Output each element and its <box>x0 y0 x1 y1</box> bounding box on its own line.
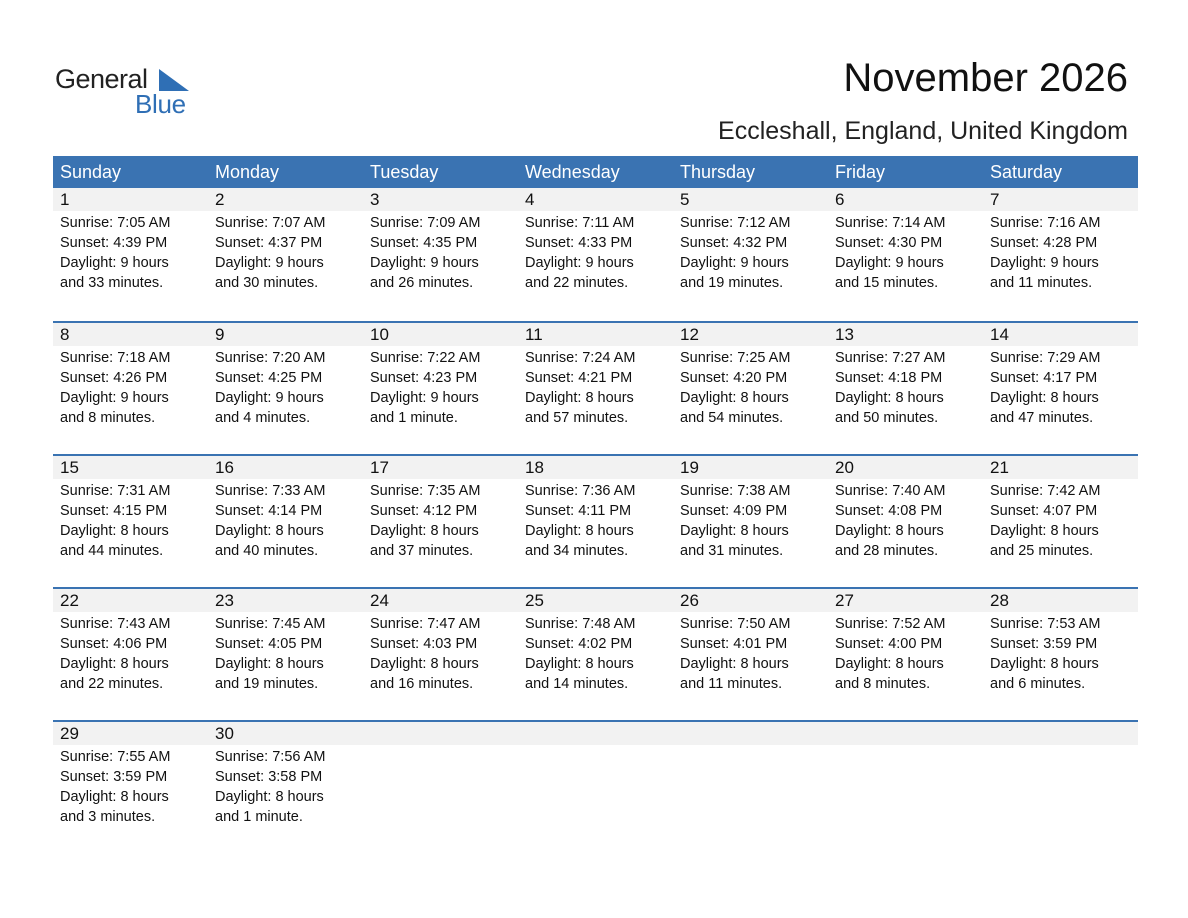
daylight-minutes-text: and 57 minutes. <box>525 410 629 426</box>
daylight-minutes-text: and 25 minutes. <box>990 543 1094 559</box>
day-number: 26 <box>673 589 828 612</box>
daylight-minutes-text: and 26 minutes. <box>370 275 474 291</box>
week-row <box>53 587 1138 720</box>
day-number: 9 <box>208 323 363 346</box>
empty-day-cell <box>828 722 983 853</box>
day-number: 30 <box>208 722 363 745</box>
daylight-minutes-text: and 15 minutes. <box>835 275 939 291</box>
daylight-text: Daylight: 8 hours <box>215 789 324 805</box>
daylight-text: Daylight: 8 hours <box>835 656 944 672</box>
day-cell <box>983 323 1138 454</box>
day-cell <box>673 188 828 321</box>
sunrise-text: Sunrise: 7:07 AM <box>215 215 326 231</box>
day-details <box>983 479 1138 561</box>
day-cell <box>828 589 983 720</box>
day-details <box>363 346 518 428</box>
day-details <box>53 612 208 694</box>
sunrise-text: Sunrise: 7:42 AM <box>990 483 1101 499</box>
sunset-text: Sunset: 4:26 PM <box>60 370 168 386</box>
sunset-text: Sunset: 4:14 PM <box>215 503 323 519</box>
weekday-saturday: Saturday <box>990 162 1063 182</box>
day-details <box>828 211 983 293</box>
day-number: 13 <box>828 323 983 346</box>
daylight-text: Daylight: 9 hours <box>370 390 479 406</box>
day-details <box>208 479 363 561</box>
sunrise-text: Sunrise: 7:16 AM <box>990 215 1101 231</box>
sunset-text: Sunset: 4:11 PM <box>525 503 632 519</box>
sunrise-text: Sunrise: 7:36 AM <box>525 483 636 499</box>
day-details <box>518 346 673 428</box>
sunset-text: Sunset: 4:33 PM <box>525 235 633 251</box>
sunset-text: Sunset: 4:12 PM <box>370 503 478 519</box>
sunrise-text: Sunrise: 7:20 AM <box>215 350 326 366</box>
empty-day-cell <box>363 722 518 853</box>
daylight-minutes-text: and 44 minutes. <box>60 543 164 559</box>
daylight-minutes-text: and 3 minutes. <box>60 809 156 825</box>
weekday-monday: Monday <box>215 162 280 182</box>
daylight-text: Daylight: 8 hours <box>370 656 479 672</box>
day-cell <box>828 188 983 321</box>
day-number: 7 <box>983 188 1138 211</box>
sunrise-text: Sunrise: 7:47 AM <box>370 616 481 632</box>
sunset-text: Sunset: 4:20 PM <box>680 370 788 386</box>
sunrise-text: Sunrise: 7:38 AM <box>680 483 791 499</box>
sunset-text: Sunset: 4:03 PM <box>370 636 478 652</box>
sunrise-text: Sunrise: 7:40 AM <box>835 483 946 499</box>
sunrise-text: Sunrise: 7:24 AM <box>525 350 636 366</box>
day-number: 4 <box>518 188 673 211</box>
sunrise-text: Sunrise: 7:14 AM <box>835 215 946 231</box>
day-cell <box>983 456 1138 587</box>
page-title: November 2026 <box>843 56 1128 100</box>
daylight-text: Daylight: 9 hours <box>60 255 169 271</box>
day-number: 1 <box>53 188 208 211</box>
sunrise-text: Sunrise: 7:31 AM <box>60 483 171 499</box>
sunset-text: Sunset: 4:35 PM <box>370 235 478 251</box>
sunrise-text: Sunrise: 7:05 AM <box>60 215 171 231</box>
sunset-text: Sunset: 3:59 PM <box>60 769 168 785</box>
daylight-text: Daylight: 8 hours <box>370 523 479 539</box>
daylight-text: Daylight: 8 hours <box>990 523 1099 539</box>
day-details <box>673 211 828 293</box>
empty-day-cell <box>983 722 1138 853</box>
daylight-minutes-text: and 40 minutes. <box>215 543 319 559</box>
day-details <box>53 745 208 827</box>
week-row <box>53 454 1138 587</box>
logo <box>55 62 205 122</box>
daylight-text: Daylight: 8 hours <box>60 789 169 805</box>
sunrise-text: Sunrise: 7:55 AM <box>60 749 171 765</box>
day-number <box>828 722 983 745</box>
weeks-container <box>53 188 1138 853</box>
sunset-text: Sunset: 4:37 PM <box>215 235 323 251</box>
daylight-minutes-text: and 4 minutes. <box>215 410 311 426</box>
daylight-text: Daylight: 8 hours <box>990 656 1099 672</box>
sunset-text: Sunset: 4:15 PM <box>60 503 168 519</box>
day-number: 27 <box>828 589 983 612</box>
day-number <box>983 722 1138 745</box>
daylight-minutes-text: and 11 minutes. <box>680 676 783 692</box>
sunset-text: Sunset: 4:07 PM <box>990 503 1098 519</box>
sunset-text: Sunset: 4:08 PM <box>835 503 943 519</box>
weekday-thursday: Thursday <box>680 162 756 182</box>
sunset-text: Sunset: 4:23 PM <box>370 370 478 386</box>
day-cell <box>673 456 828 587</box>
day-details <box>828 612 983 694</box>
daylight-text: Daylight: 8 hours <box>680 390 789 406</box>
week-row <box>53 188 1138 321</box>
daylight-text: Daylight: 9 hours <box>215 390 324 406</box>
daylight-text: Daylight: 8 hours <box>525 656 634 672</box>
sunset-text: Sunset: 4:25 PM <box>215 370 323 386</box>
sunrise-text: Sunrise: 7:35 AM <box>370 483 481 499</box>
sunrise-text: Sunrise: 7:50 AM <box>680 616 791 632</box>
day-cell <box>518 456 673 587</box>
day-cell <box>53 323 208 454</box>
day-number: 12 <box>673 323 828 346</box>
sunset-text: Sunset: 4:06 PM <box>60 636 168 652</box>
daylight-minutes-text: and 31 minutes. <box>680 543 784 559</box>
empty-day-cell <box>518 722 673 853</box>
daylight-minutes-text: and 19 minutes. <box>215 676 319 692</box>
day-details <box>53 479 208 561</box>
sunrise-text: Sunrise: 7:53 AM <box>990 616 1101 632</box>
sunrise-text: Sunrise: 7:48 AM <box>525 616 636 632</box>
calendar-grid <box>53 156 1138 853</box>
day-cell <box>363 589 518 720</box>
day-details <box>673 346 828 428</box>
day-details <box>363 211 518 293</box>
day-number: 18 <box>518 456 673 479</box>
sunrise-text: Sunrise: 7:45 AM <box>215 616 326 632</box>
daylight-text: Daylight: 9 hours <box>215 255 324 271</box>
day-number <box>363 722 518 745</box>
daylight-text: Daylight: 9 hours <box>835 255 944 271</box>
day-number: 6 <box>828 188 983 211</box>
daylight-text: Daylight: 8 hours <box>60 656 169 672</box>
daylight-minutes-text: and 1 minute. <box>215 809 303 825</box>
daylight-text: Daylight: 8 hours <box>680 523 789 539</box>
day-details <box>208 211 363 293</box>
sunrise-text: Sunrise: 7:25 AM <box>680 350 791 366</box>
day-details <box>673 479 828 561</box>
sunset-text: Sunset: 4:32 PM <box>680 235 788 251</box>
location-subtitle: Eccleshall, England, United Kingdom <box>718 117 1128 145</box>
day-cell <box>53 456 208 587</box>
day-number: 3 <box>363 188 518 211</box>
sunrise-text: Sunrise: 7:52 AM <box>835 616 946 632</box>
sunset-text: Sunset: 4:05 PM <box>215 636 323 652</box>
day-details <box>518 479 673 561</box>
weekday-wednesday: Wednesday <box>525 162 620 182</box>
sunrise-text: Sunrise: 7:11 AM <box>525 215 635 231</box>
sunset-text: Sunset: 4:01 PM <box>680 636 788 652</box>
day-details <box>518 211 673 293</box>
day-cell <box>208 323 363 454</box>
sunrise-text: Sunrise: 7:29 AM <box>990 350 1101 366</box>
day-number: 8 <box>53 323 208 346</box>
sunset-text: Sunset: 4:00 PM <box>835 636 943 652</box>
day-number: 20 <box>828 456 983 479</box>
day-cell <box>53 722 208 853</box>
day-details <box>828 346 983 428</box>
day-number: 29 <box>53 722 208 745</box>
weekday-sunday: Sunday <box>60 162 122 182</box>
day-details <box>53 346 208 428</box>
daylight-minutes-text: and 14 minutes. <box>525 676 629 692</box>
day-cell <box>208 722 363 853</box>
day-details <box>363 612 518 694</box>
daylight-text: Daylight: 8 hours <box>835 390 944 406</box>
day-number <box>518 722 673 745</box>
day-number: 11 <box>518 323 673 346</box>
day-cell <box>673 589 828 720</box>
daylight-text: Daylight: 9 hours <box>370 255 479 271</box>
daylight-minutes-text: and 33 minutes. <box>60 275 164 291</box>
day-cell <box>518 323 673 454</box>
day-details <box>518 612 673 694</box>
daylight-minutes-text: and 50 minutes. <box>835 410 939 426</box>
day-number: 5 <box>673 188 828 211</box>
daylight-minutes-text: and 8 minutes. <box>835 676 931 692</box>
day-cell <box>53 188 208 321</box>
day-cell <box>53 589 208 720</box>
day-cell <box>828 456 983 587</box>
daylight-text: Daylight: 8 hours <box>990 390 1099 406</box>
day-cell <box>828 323 983 454</box>
day-details <box>828 479 983 561</box>
daylight-text: Daylight: 8 hours <box>525 523 634 539</box>
day-details <box>53 211 208 293</box>
sunrise-text: Sunrise: 7:09 AM <box>370 215 481 231</box>
sunset-text: Sunset: 4:21 PM <box>525 370 633 386</box>
sunrise-text: Sunrise: 7:33 AM <box>215 483 326 499</box>
day-number: 23 <box>208 589 363 612</box>
day-number: 21 <box>983 456 1138 479</box>
sunset-text: Sunset: 3:58 PM <box>215 769 323 785</box>
day-cell <box>363 188 518 321</box>
day-cell <box>518 589 673 720</box>
daylight-minutes-text: and 47 minutes. <box>990 410 1094 426</box>
daylight-minutes-text: and 22 minutes. <box>60 676 164 692</box>
daylight-minutes-text: and 30 minutes. <box>215 275 319 291</box>
week-row <box>53 321 1138 454</box>
daylight-text: Daylight: 8 hours <box>215 523 324 539</box>
logo-word-general: General <box>55 64 148 94</box>
day-number: 24 <box>363 589 518 612</box>
sunrise-text: Sunrise: 7:43 AM <box>60 616 171 632</box>
daylight-text: Daylight: 9 hours <box>525 255 634 271</box>
sunset-text: Sunset: 4:02 PM <box>525 636 633 652</box>
daylight-minutes-text: and 6 minutes. <box>990 676 1086 692</box>
empty-day-cell <box>673 722 828 853</box>
day-cell <box>518 188 673 321</box>
day-details <box>673 612 828 694</box>
sunrise-text: Sunrise: 7:27 AM <box>835 350 946 366</box>
sunrise-text: Sunrise: 7:18 AM <box>60 350 171 366</box>
daylight-minutes-text: and 1 minute. <box>370 410 458 426</box>
daylight-text: Daylight: 8 hours <box>680 656 789 672</box>
daylight-text: Daylight: 8 hours <box>525 390 634 406</box>
weekday-header-row <box>53 156 1138 188</box>
day-cell <box>673 323 828 454</box>
sunset-text: Sunset: 3:59 PM <box>990 636 1098 652</box>
sunset-text: Sunset: 4:28 PM <box>990 235 1098 251</box>
day-number: 28 <box>983 589 1138 612</box>
day-details <box>983 346 1138 428</box>
daylight-text: Daylight: 9 hours <box>60 390 169 406</box>
day-number: 25 <box>518 589 673 612</box>
sunset-text: Sunset: 4:09 PM <box>680 503 788 519</box>
day-cell <box>208 188 363 321</box>
weekday-tuesday: Tuesday <box>370 162 439 182</box>
daylight-minutes-text: and 54 minutes. <box>680 410 784 426</box>
day-details <box>208 346 363 428</box>
day-details <box>208 612 363 694</box>
daylight-minutes-text: and 34 minutes. <box>525 543 629 559</box>
daylight-text: Daylight: 9 hours <box>680 255 789 271</box>
sunrise-text: Sunrise: 7:22 AM <box>370 350 481 366</box>
day-cell <box>363 456 518 587</box>
daylight-minutes-text: and 37 minutes. <box>370 543 474 559</box>
daylight-minutes-text: and 19 minutes. <box>680 275 784 291</box>
day-number <box>673 722 828 745</box>
day-cell <box>983 188 1138 321</box>
day-number: 10 <box>363 323 518 346</box>
day-details <box>983 612 1138 694</box>
daylight-minutes-text: and 16 minutes. <box>370 676 474 692</box>
day-number: 19 <box>673 456 828 479</box>
day-number: 16 <box>208 456 363 479</box>
day-details <box>983 211 1138 293</box>
day-cell <box>208 456 363 587</box>
day-number: 17 <box>363 456 518 479</box>
sunrise-text: Sunrise: 7:12 AM <box>680 215 791 231</box>
weekday-friday: Friday <box>835 162 886 182</box>
daylight-text: Daylight: 8 hours <box>60 523 169 539</box>
day-number: 14 <box>983 323 1138 346</box>
day-number: 2 <box>208 188 363 211</box>
day-cell <box>363 323 518 454</box>
daylight-text: Daylight: 8 hours <box>835 523 944 539</box>
day-cell <box>983 589 1138 720</box>
daylight-minutes-text: and 28 minutes. <box>835 543 939 559</box>
daylight-minutes-text: and 11 minutes. <box>990 275 1093 291</box>
sunset-text: Sunset: 4:39 PM <box>60 235 168 251</box>
daylight-minutes-text: and 22 minutes. <box>525 275 629 291</box>
daylight-minutes-text: and 8 minutes. <box>60 410 156 426</box>
day-cell <box>208 589 363 720</box>
day-number: 22 <box>53 589 208 612</box>
week-row <box>53 720 1138 853</box>
sunset-text: Sunset: 4:18 PM <box>835 370 943 386</box>
day-number: 15 <box>53 456 208 479</box>
sunset-text: Sunset: 4:30 PM <box>835 235 943 251</box>
sunrise-text: Sunrise: 7:56 AM <box>215 749 326 765</box>
day-details <box>363 479 518 561</box>
logo-word-blue: Blue <box>135 89 186 119</box>
day-details <box>208 745 363 827</box>
daylight-text: Daylight: 8 hours <box>215 656 324 672</box>
sunset-text: Sunset: 4:17 PM <box>990 370 1098 386</box>
daylight-text: Daylight: 9 hours <box>990 255 1099 271</box>
